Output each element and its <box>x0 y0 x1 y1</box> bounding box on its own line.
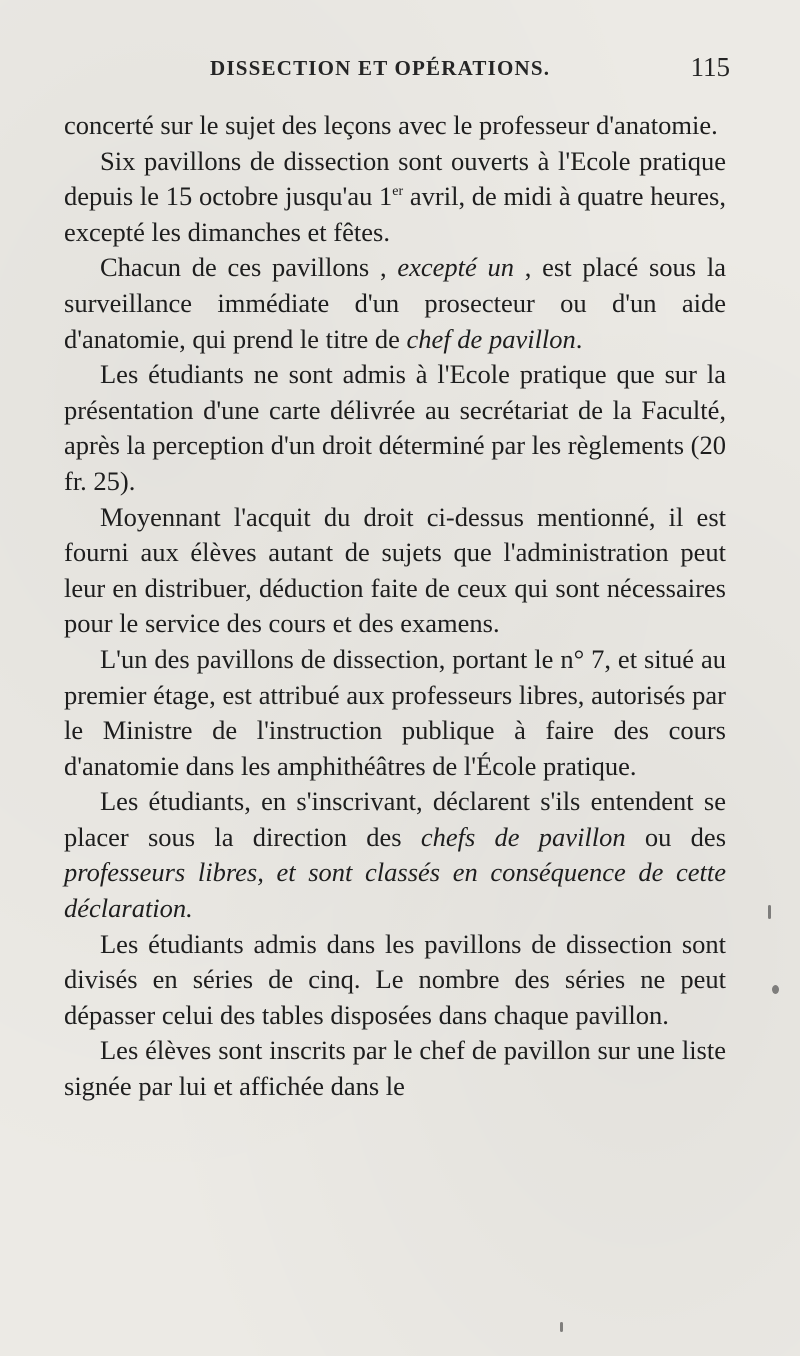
superscript-text: er <box>392 184 404 200</box>
italic-text: excepté un <box>397 252 515 283</box>
running-head <box>64 52 730 86</box>
text-run: Chacun de ces pavillons , <box>100 252 398 283</box>
paragraph <box>64 784 726 926</box>
text-run: Six pavillons de dissection sont ouverts à l'Ecole pratique depuis le 15 octobre jusqu'au 1 <box>64 145 726 212</box>
text-run: Les étudiants admis dans les pavillons de dissection sont divisés en séries de cinq. Le nombre des séries ne peut dépasser celui des tables disposées dans chaque pavillon. <box>64 928 726 1030</box>
text-run: concerté sur le sujet des leçons avec le professeur d'anatomie. <box>64 110 718 140</box>
italic-text: chefs de pavillon <box>420 821 626 852</box>
paper-speck <box>768 905 771 919</box>
paragraph <box>64 144 726 251</box>
body-text <box>64 108 726 1105</box>
text-run: Les étudiants, en s'inscrivant, déclarent s'ils entendent se placer sous la direction des <box>64 786 726 852</box>
text-run: Les élèves sont inscrits par le chef de pavillon sur une liste signée par lui et affichée dans le <box>64 1035 726 1102</box>
paragraph <box>64 357 726 499</box>
running-title: DISSECTION ET OPÉRATIONS. <box>210 56 551 80</box>
paragraph <box>64 1033 726 1104</box>
paragraph <box>64 108 726 144</box>
text-run: Les étudiants ne sont admis à l'Ecole pratique que sur la présentation d'une carte délivrée au secrétariat de la Faculté, après la perception d'un droit déterminé par les règlements (20 fr. 25). <box>64 359 726 496</box>
text-run: L'un des pavillons de dissection, portant le n° 7, et situé au premier étage, est attribué aux professeurs libres, autorisés par le Ministre de l'instruction publique à faire des cours d'anatomie dans les amphithéâtres de l'École pratique. <box>64 643 726 781</box>
text-run: Moyennant l'acquit du droit ci-dessus mentionné, il est fourni aux élèves autant de sujets que l'administration peut leur en distribuer, déduction faite de ceux qui sont nécessaires pour le service des cours et des examens. <box>64 501 726 639</box>
paper-speck <box>560 1322 563 1332</box>
paragraph <box>64 250 726 357</box>
page-number: 115 <box>690 52 730 82</box>
text-run: avril, de midi à quatre heures, excepté les dimanches et fêtes. <box>64 181 726 247</box>
paragraph <box>64 500 726 642</box>
italic-text: professeurs libres, et sont classés en conséquence de cette déclaration. <box>64 857 726 924</box>
italic-text: chef de pavillon <box>406 323 576 354</box>
paragraph <box>64 642 726 784</box>
paper-speck <box>772 985 779 994</box>
text-run: . <box>575 323 583 354</box>
text-run: , est placé sous la surveillance immédiate d'un prosecteur ou d'un aide d'anatomie, qui prend le titre de <box>64 252 726 354</box>
text-run: ou des <box>625 821 727 852</box>
paragraph <box>64 927 726 1034</box>
